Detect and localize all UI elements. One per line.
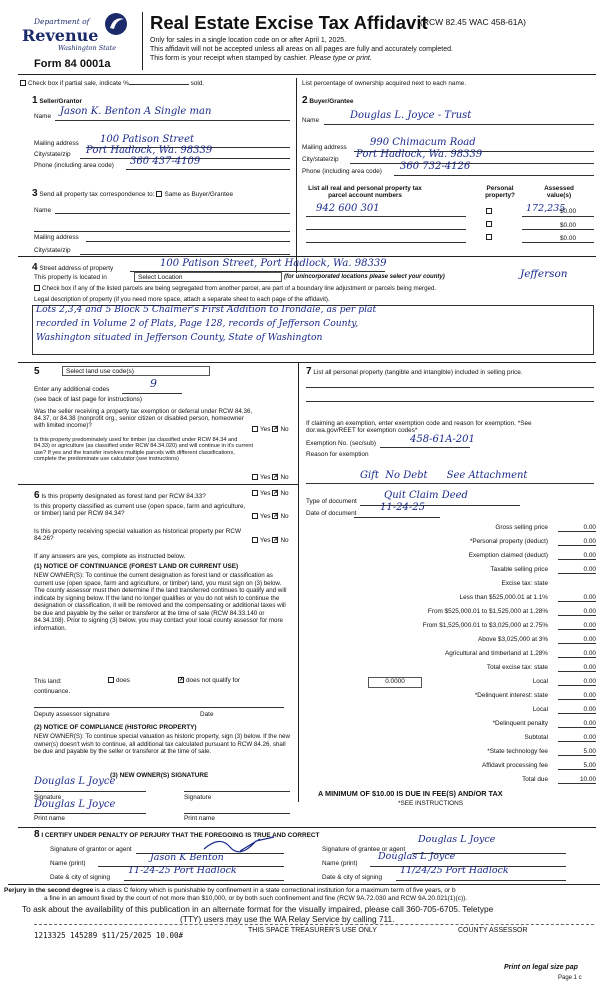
- doc-date[interactable]: 11-24-25: [380, 502, 425, 513]
- calc-label: *Delinquent interest: state: [474, 692, 548, 699]
- doc-date-label: Date of document: [306, 510, 357, 517]
- sig-label-1: Signature: [34, 794, 62, 801]
- form-title: Real Estate Excise Tax Affidavit: [150, 12, 428, 33]
- calc-value[interactable]: 0.00: [558, 650, 596, 658]
- forest-no-checkbox[interactable]: ✗: [273, 490, 279, 497]
- calc-value[interactable]: 0.00: [558, 608, 596, 616]
- exemption-no-label: Exemption No. (sec/sub): [306, 440, 376, 447]
- perjury-text2: a fine in an amount fixed by the court of not more than $10,000, or by both such confinement and fine (RCW 9A.72.030 and RCW 9A.20.021(1)(c)).: [44, 895, 468, 902]
- personal-property-checkbox[interactable]: [486, 221, 492, 227]
- parcel-row: [306, 233, 594, 245]
- partial-sold-label: sold.: [190, 80, 205, 87]
- county-assessor: COUNTY ASSESSOR: [458, 927, 528, 934]
- historic-yes-label: Yes: [260, 537, 271, 544]
- perjury-text: is a class C felony which is punishable by confinement in a state correctional institution for a maximum term of five years, or b: [95, 887, 456, 894]
- owner-signature[interactable]: Douglas L Joyce: [34, 776, 116, 787]
- legal-desc-line1: Lots 2,3,4 and 5 Block 5 Chalmer's First Addition to Irondale, as per plat: [36, 304, 377, 315]
- calc-value[interactable]: 0.00: [558, 552, 596, 560]
- buyer-phone[interactable]: 360 732-4126: [400, 161, 471, 172]
- calc-row: [300, 734, 596, 746]
- calc-row: [300, 650, 596, 662]
- sec4-num: 4: [32, 262, 38, 273]
- calc-value[interactable]: 0.00: [558, 524, 596, 532]
- calc-value[interactable]: 0.00: [558, 706, 596, 714]
- grantor-date-label: Date & city of signing: [50, 874, 111, 881]
- corr-label: Send all property tax correspondence to:: [39, 191, 155, 198]
- q2-yes-label: Yes: [260, 474, 271, 481]
- calc-label: Local: [532, 678, 548, 685]
- grantor-sig-label: Signature of grantor or agent: [50, 846, 132, 853]
- subtitle-1: Only for sales in a single location code on or after April 1, 2025.: [150, 37, 347, 44]
- legal-desc-line3: Washington situated in Jefferson County, State of Washington: [36, 332, 323, 343]
- parcel-number[interactable]: 942 600 301: [316, 203, 380, 214]
- notice3-heading: (3) NEW OWNER(S) SIGNATURE: [110, 772, 209, 779]
- seller-city-label: City/state/zip: [34, 151, 71, 158]
- parcel-col-numbers: List all real and personal property tax parcel account numbers: [308, 185, 422, 200]
- calc-value[interactable]: 0.00: [558, 692, 596, 700]
- sec5-num: 5: [34, 366, 40, 377]
- q2-no-label: No: [280, 474, 289, 481]
- current-use-no-checkbox[interactable]: ✗: [273, 513, 279, 520]
- corr-num: 3: [32, 188, 38, 199]
- buyer-name-label: Name: [302, 117, 320, 124]
- calc-label: Affidavit processing fee: [482, 762, 548, 769]
- print-label-2: Print name: [184, 815, 215, 822]
- q1-yes-label: Yes: [260, 426, 271, 433]
- notice2-heading: (2) NOTICE OF COMPLIANCE (HISTORIC PROPERTY): [34, 724, 197, 731]
- calc-row: [300, 678, 596, 690]
- forest-question: Is this property designated as forest land per RCW 84.33?: [41, 493, 206, 500]
- current-use-no-label: No: [280, 513, 289, 520]
- notice1-heading: (1) NOTICE OF CONTINUANCE (FOREST LAND OR CURRENT USE): [34, 563, 239, 570]
- calc-label: Local: [532, 706, 548, 713]
- q2-yes-checkbox[interactable]: [252, 474, 258, 480]
- seller-mail[interactable]: 100 Patison Street: [100, 134, 194, 145]
- calc-value[interactable]: 0.00: [558, 636, 596, 644]
- segregated-label: Check box if any of the listed parcels are being segregated from another parcel, are part of a boundary line adjustment or parcels being merged.: [42, 285, 437, 292]
- calc-row: [300, 524, 596, 536]
- calc-label: Taxable selling price: [490, 566, 548, 573]
- calc-label: *Personal property (deduct): [469, 538, 548, 545]
- parcel-col-assessed: Assessed value(s): [544, 185, 574, 200]
- exemption-reason[interactable]: Gift No Debt See Attachment: [360, 470, 528, 481]
- grantee-date[interactable]: 11/24/25 Port Hadlock: [400, 865, 509, 876]
- calc-row: [300, 636, 596, 648]
- property-street[interactable]: 100 Patison Street, Port Hadlock, Wa. 98339: [160, 258, 387, 269]
- calc-label: Agricultural and timberland at 1.28%: [444, 650, 548, 657]
- if-any-note: If any answers are yes, complete as instructed below.: [34, 553, 186, 560]
- calc-label: Less than $525,000.01 at 1.1%: [459, 594, 548, 601]
- historic-question: Is this property receiving special valuation as historical property per RCW 84.26?: [34, 528, 242, 543]
- buyer-heading: Buyer/Grantee: [309, 98, 354, 105]
- parcel-row: [306, 220, 594, 232]
- dor-logo: [18, 12, 130, 62]
- historic-yes-checkbox[interactable]: [252, 537, 258, 543]
- calc-label: From $1,525,000.01 to $3,025,000 at 2.75%: [422, 622, 548, 629]
- page-number: Page 1 c: [558, 975, 582, 981]
- sec7-num: 7: [306, 366, 312, 377]
- calc-label: From $525,000.01 to $1,525,000 at 1.28%: [427, 608, 548, 615]
- buyer-city[interactable]: Port Hadlock, Wa. 98339: [356, 149, 483, 160]
- legal-desc-label: Legal description of property (if you need more space, attach a separate sheet to each page of the affidavit).: [34, 296, 330, 303]
- reason-label: Reason for exemption: [306, 451, 369, 458]
- partial-sale-label: Check box if partial sale, indicate %: [28, 80, 129, 87]
- addl-codes[interactable]: 9: [150, 377, 157, 390]
- calc-label: *State technology fee: [487, 748, 548, 755]
- forest-no-label: No: [280, 490, 289, 497]
- q1-yes-checkbox[interactable]: [252, 426, 258, 432]
- forest-yes-checkbox[interactable]: [252, 490, 258, 496]
- forest-yes-label: Yes: [260, 490, 271, 497]
- sig-label-2: Signature: [184, 794, 212, 801]
- grantor-name-label: Name (print): [50, 860, 86, 867]
- exemption-no[interactable]: 458-61A-201: [410, 434, 475, 445]
- form-number: Form 84 0001a: [34, 58, 111, 70]
- deputy-sig-label: Deputy assessor signature: [34, 711, 110, 718]
- this-land-label: This land:: [34, 678, 62, 685]
- owner-print-name[interactable]: Douglas L Joyce: [34, 799, 116, 810]
- ownership-note: List percentage of ownership acquired next to each name.: [302, 80, 467, 87]
- treasurer-use: THIS SPACE TREASURER'S USE ONLY: [248, 927, 377, 934]
- calc-row: [300, 664, 596, 676]
- legal-size-note: Print on legal size pap: [504, 964, 578, 971]
- see-instructions: *SEE INSTRUCTIONS: [398, 800, 463, 807]
- certify-label: I CERTIFY UNDER PENALTY OF PERJURY THAT THE FOREGOING IS TRUE AND CORRECT: [41, 832, 320, 839]
- personal-property-checkbox[interactable]: [486, 208, 492, 214]
- grantee-date-label: Date & city of signing: [322, 874, 383, 881]
- buyer-phone-label: Phone (including area code): [302, 168, 382, 175]
- deputy-date-label: Date: [200, 711, 214, 718]
- calc-row: [300, 594, 596, 606]
- calc-row: [300, 762, 596, 774]
- grantee-sig-label: Signature of grantee or agent: [322, 846, 406, 853]
- access-text2: (TTY) users may use the WA Relay Service by calling 711.: [180, 914, 395, 924]
- calc-label: *Delinquent penalty: [492, 720, 548, 727]
- sec6-num: 6: [34, 490, 40, 501]
- perjury-bold: Perjury in the second degree: [4, 887, 94, 894]
- tax-calc: [300, 524, 596, 804]
- street-label: Street address of property: [39, 265, 114, 272]
- does-label: does: [116, 677, 130, 684]
- does-not-qualify-checkbox[interactable]: ✗: [179, 677, 185, 684]
- current-use-yes-label: Yes: [260, 513, 271, 520]
- location-select[interactable]: Select Location: [134, 272, 282, 282]
- seller-city[interactable]: Port Hadlock, Wa. 98339: [86, 145, 213, 156]
- seller-mail-label: Mailing address: [34, 140, 79, 147]
- corr-city-label: City/state/zip: [34, 247, 71, 254]
- grantee-name-label: Name (print): [322, 860, 358, 867]
- assessed-zero: $0.00: [560, 208, 576, 215]
- historic-no-label: No: [280, 537, 289, 544]
- county-name[interactable]: Jefferson: [520, 268, 568, 280]
- parcel-col-personal: Personal property?: [485, 185, 515, 200]
- parcel-row: [306, 203, 594, 218]
- calc-row: [300, 776, 596, 788]
- timber-question: Is this property predominately used for timber (as classified under RCW 84.34 and 84.33) or agriculture (as classified under RCW 84.34.020) and will continue in it's current use? If yes and the transfer involves multiple parcels with different classifications, complete the predominate use calculator (see instructions): [34, 437, 254, 463]
- calc-value[interactable]: 0.00: [558, 720, 596, 728]
- same-as-buyer-checkbox[interactable]: [156, 191, 162, 197]
- calc-value[interactable]: 0.00: [558, 664, 596, 672]
- subtitle-3b: Please type or print.: [309, 55, 372, 62]
- calc-row: [300, 566, 596, 578]
- buyer-num: 2: [302, 95, 308, 106]
- corr-mail-label: Mailing address: [34, 234, 79, 241]
- see-back-note: (see back of last page for instructions): [34, 396, 142, 403]
- calc-value[interactable]: 5.00: [558, 748, 596, 756]
- receipt-stamp: 1213325 145289 $11/25/2025 10.00#: [34, 931, 184, 940]
- dept-line2: Revenue: [22, 26, 99, 45]
- calc-row: [300, 692, 596, 704]
- q1-no-checkbox[interactable]: ✗: [273, 426, 279, 433]
- segregated-checkbox[interactable]: [34, 285, 40, 291]
- same-as-buyer-label: Same as Buyer/Grantee: [164, 191, 234, 198]
- calc-row: [300, 706, 596, 718]
- does-checkbox[interactable]: [108, 677, 114, 683]
- dept-line3: Washington State: [58, 44, 117, 52]
- subtitle-3: This form is your receipt when stamped by cashier.: [150, 55, 308, 62]
- print-label-1: Print name: [34, 815, 65, 822]
- calc-row: [300, 720, 596, 732]
- notice2-body: NEW OWNER(S): To continue special valuation as historic property, sign (3) below. If the new owner(s) doesn't wish to continue, all additional tax calculated pursuant to RCW 84.26, shall be due and payable by the seller or transferor at the time of sale.: [34, 733, 290, 756]
- doc-type-label: Type of document: [306, 498, 357, 505]
- sec8-num: 8: [34, 829, 40, 840]
- seller-name-label: Name: [34, 113, 52, 120]
- calc-label: Exemption claimed (deduct): [468, 552, 548, 559]
- seller-name[interactable]: Jason K. Benton A Single man: [60, 106, 212, 117]
- calc-label: Total excise tax: state: [486, 664, 548, 671]
- grantee-signature[interactable]: Douglas L Joyce: [418, 834, 496, 845]
- buyer-city-label: City/state/zip: [302, 156, 339, 163]
- calc-value[interactable]: 0.00: [558, 566, 596, 574]
- personal-property-checkbox[interactable]: [486, 234, 492, 240]
- seller-num: 1: [32, 95, 38, 106]
- subtitle-2: This affidavit will not be accepted unless all areas on all pages are fully and accurately completed.: [150, 46, 453, 53]
- addl-codes-label: Enter any additional codes: [34, 386, 110, 393]
- calc-label: Above $3,025,000 at 3%: [478, 636, 548, 643]
- notice1-body: NEW OWNER(S): To continue the current designation as forest land or classification as current use (open space, farm and agriculture, or timber) land, you must sign on (3) below. The county assessor must then determine if the land transferred continues to qualify and will indicate by signing below. If the land no longer qualifies or you do not wish to continue the designation or classification, it will be removed and the compensating or additional taxes will be due and payable by the seller or transferor at the time of sale (RCW 84.33.140 or 84.34.108). Prior to signing (3) below, you may contact your local county assessor for more information.: [34, 572, 287, 632]
- grantor-date[interactable]: 11-24-25 Port Hadlock: [128, 865, 237, 876]
- claim-exemption-label: If claiming an exemption, enter exemption code and reason for exemption. *See dor.wa.gov/REET for exemption codes*: [306, 420, 532, 435]
- calc-value[interactable]: 10.00: [558, 776, 596, 784]
- calc-value[interactable]: 0.00: [558, 622, 596, 630]
- location-label: This property is located in: [34, 274, 107, 281]
- personal-prop-label: List all personal property (tangible and intangible) included in selling price.: [313, 369, 523, 376]
- dor-swoosh-icon: [104, 12, 128, 36]
- grantee-print-name[interactable]: Douglas L Joyce: [378, 851, 456, 862]
- location-note: (for unincorporated locations please select your county): [284, 274, 445, 280]
- calc-row: [300, 552, 596, 564]
- assessed-zero: $0.00: [560, 222, 576, 229]
- calc-row: [300, 748, 596, 760]
- calc-row: [300, 580, 596, 592]
- legal-desc-line2: recorded in Volume 2 of Plats, Page 128, records of Jefferson County,: [36, 318, 359, 329]
- q1-no-label: No: [280, 426, 289, 433]
- seller-phone-label: Phone (including area code): [34, 162, 114, 169]
- buyer-mail[interactable]: 990 Chimacum Road: [370, 137, 476, 148]
- calc-row: [300, 538, 596, 550]
- continuance-label: continuance.: [34, 688, 71, 695]
- exemption-question: Was the seller receiving a property tax exemption or deferral under RCW 84.36, 84.37, or 84.38 (nonprofit org., senior citizen or disabled person, homeowner with limited income)?: [34, 408, 253, 430]
- calc-row: [300, 608, 596, 620]
- calc-value[interactable]: 0.00: [558, 678, 596, 686]
- assessed-value[interactable]: 172,235: [526, 203, 566, 214]
- calc-value[interactable]: 5.00: [558, 762, 596, 770]
- current-use-question: Is this property classified as current use (open space, farm and agriculture, or timber) land per RCW 84.34?: [34, 503, 246, 518]
- doc-type[interactable]: Quit Claim Deed: [384, 490, 468, 501]
- calc-label: Total due: [522, 776, 548, 783]
- buyer-name[interactable]: Douglas L. Joyce - Trust: [350, 110, 472, 121]
- access-text: To ask about the availability of this publication in an alternate format for the visually impaired, please call 360-705-6705. Teletype: [22, 904, 494, 914]
- grantor-print-name[interactable]: Jason K Benton: [150, 852, 224, 863]
- assessed-zero: $0.00: [560, 235, 576, 242]
- does-not-qualify-label: does not qualify for: [186, 677, 240, 684]
- calc-row: [300, 622, 596, 634]
- calc-label: Subtotal: [524, 734, 548, 741]
- seller-heading: Seller/Grantor: [39, 98, 82, 105]
- local-rate[interactable]: 0.0000: [368, 677, 422, 688]
- minimum-due: A MINIMUM OF $10.00 IS DUE IN FEE(S) AND/OR TAX: [318, 789, 503, 798]
- q2-no-checkbox[interactable]: ✗: [273, 474, 279, 481]
- calc-label: Gross selling price: [495, 524, 548, 531]
- seller-phone[interactable]: 360 437-4109: [130, 156, 201, 167]
- calc-value[interactable]: 0.00: [558, 594, 596, 602]
- corr-name-label: Name: [34, 207, 52, 214]
- land-use-select[interactable]: Select land use code(s): [62, 366, 210, 376]
- form-citation: (RCW 82.45 WAC 458-61A): [420, 17, 526, 27]
- calc-value[interactable]: 0.00: [558, 734, 596, 742]
- buyer-mail-label: Mailing address: [302, 144, 347, 151]
- historic-no-checkbox[interactable]: ✗: [273, 537, 279, 544]
- partial-sale-checkbox[interactable]: [20, 80, 26, 86]
- calc-value[interactable]: 0.00: [558, 538, 596, 546]
- calc-label: Excise tax: state: [501, 580, 548, 587]
- dept-line1: Department of: [34, 17, 90, 26]
- current-use-yes-checkbox[interactable]: [252, 513, 258, 519]
